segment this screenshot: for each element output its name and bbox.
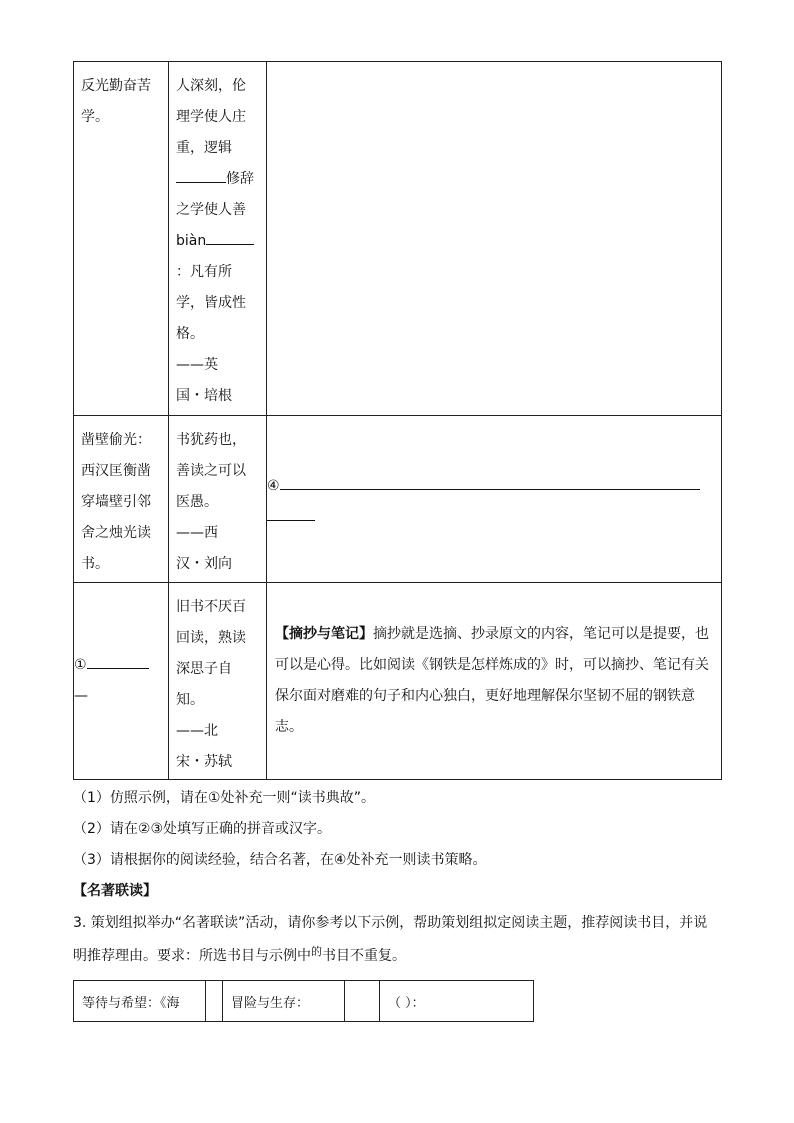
note-line: 志。 (275, 719, 303, 735)
quote-line: ：凡有所 (176, 264, 232, 280)
quote-cell (169, 416, 267, 583)
reading-methods-table (73, 61, 722, 780)
strategy-blank-line (267, 471, 721, 502)
question-3: （3）请根据你的阅读经验，结合名著，在④处补充一则读书策略。 (73, 852, 487, 868)
table-row (74, 981, 534, 1022)
table-row (74, 62, 722, 416)
question-1: （1）仿照示例，请在①处补充一则“读书典故”。 (73, 790, 375, 806)
story-line: 书。 (81, 556, 109, 572)
quote-line: 学，皆成性 (176, 295, 246, 311)
task-line-2: 明推荐理由。要求：所选书目与示例中$^的$书目不重复。 (73, 945, 406, 964)
theme-cell: 冒险与生存： (223, 981, 345, 1022)
story-line: 反光勤奋苦 (81, 78, 151, 94)
story-cell (74, 62, 169, 416)
quote-line: 重，逻辑 (176, 140, 232, 156)
blank-cell[interactable] (345, 981, 380, 1022)
story-line: 穿墙壁引邻 (81, 494, 151, 510)
quote-line: 之学使人善 (176, 202, 246, 218)
story-line: 舍之烛光读 (81, 525, 151, 541)
quote-line: 书犹药也， (176, 432, 246, 448)
quote-line: 宋・苏轼 (176, 754, 232, 770)
quote-line: 医愚。 (176, 494, 218, 510)
story-cell (74, 416, 169, 583)
note-line: 保尔面对磨难的句子和内心独白，更好地理解保尔坚韧不屈的钢铁意 (275, 688, 695, 704)
note-line: 【摘抄与笔记】摘抄就是选摘、抄录原文的内容，笔记可以是提要，也 (275, 626, 709, 642)
table-row (74, 583, 722, 780)
quote-line: 国・培根 (176, 388, 232, 404)
blank-underline[interactable] (206, 230, 254, 245)
theme-cell-blank[interactable]: （ ）： (380, 981, 534, 1022)
question-2: （2）请在②③处填写正确的拼音或汉字。 (73, 821, 332, 837)
blank-underline[interactable] (267, 506, 315, 521)
task-line-1: 3. 策划组拟举办“名著联读”活动，请你参考以下示例，帮助策划组拟定阅读主题，推荐阅读书目，并说 (73, 915, 708, 931)
narrow-cell (206, 981, 223, 1022)
note-line: 可以是心得。比如阅读《钢铁是怎样炼成的》时，可以摘抄、笔记有关 (275, 657, 709, 673)
story-line: 学。 (81, 109, 109, 125)
quote-line: ——北 (176, 723, 218, 739)
strategy-blank-line (267, 502, 721, 533)
quote-line: 汉・刘向 (176, 556, 232, 572)
note-title: 【摘抄与笔记】 (275, 626, 373, 642)
quote-line-blank-3: biàn (176, 226, 259, 257)
blank-underline[interactable] (176, 168, 226, 183)
story-blank-line (74, 650, 168, 681)
quote-line: 深思子自 (176, 661, 232, 677)
quote-line: 格。 (176, 326, 204, 342)
blank-underline[interactable] (87, 654, 149, 669)
section-title: 【名著联读】 (73, 883, 157, 899)
blank-marker-4: ④ (267, 478, 280, 494)
story-cell (74, 583, 169, 780)
quote-line: 善读之可以 (176, 463, 246, 479)
blank-marker-1: ① (74, 657, 87, 673)
quote-line: 人深刻，伦 (176, 78, 246, 94)
empty-method-cell (267, 62, 722, 416)
quote-line: 知。 (176, 692, 204, 708)
story-line: 凿壁偷光： (81, 432, 151, 448)
quote-line: ——西 (176, 525, 218, 541)
quote-line-blank-2: 修辞 (176, 164, 259, 195)
story-line: 西汉匡衡凿 (81, 463, 151, 479)
story-line: — (74, 688, 88, 704)
quote-line: ——英 (176, 357, 218, 373)
blank-underline[interactable] (280, 475, 700, 490)
theme-cell: 等待与希望：《海 (74, 981, 206, 1022)
strategy-cell (267, 416, 722, 583)
note-cell (267, 583, 722, 780)
table-row (74, 416, 722, 583)
quote-cell (169, 62, 267, 416)
quote-line: 理学使人庄 (176, 109, 246, 125)
theme-example-table (73, 980, 534, 1022)
quote-line: 回读，熟读 (176, 630, 246, 646)
quote-line: 旧书不厌百 (176, 599, 246, 615)
quote-cell (169, 583, 267, 780)
